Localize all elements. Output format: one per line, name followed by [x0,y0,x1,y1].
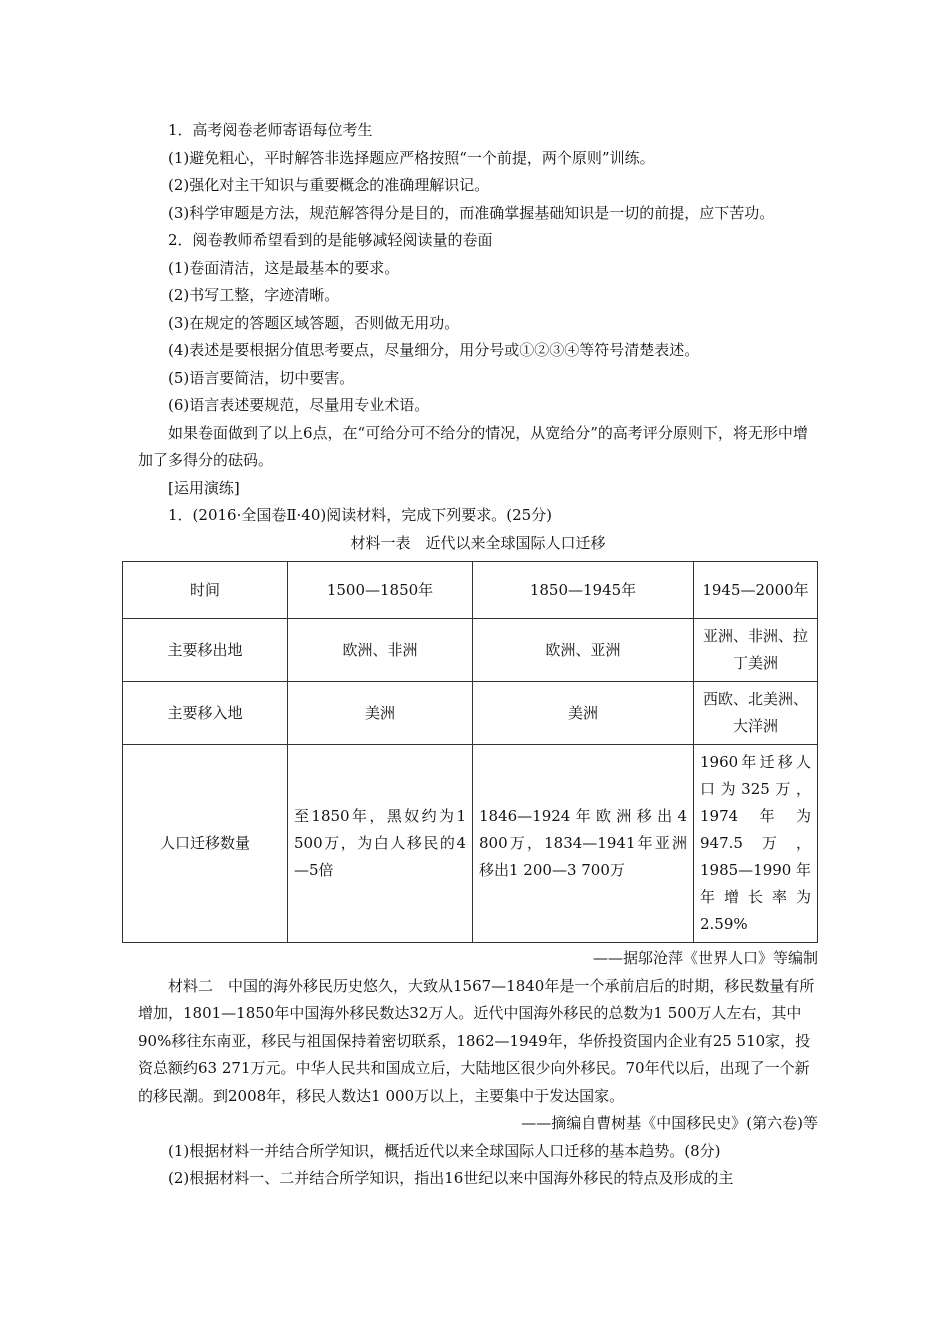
table-row [123,745,818,943]
practice-label: [运用演练] [168,478,240,497]
material-2: 材料二 中国的海外移民历史悠久，大致从1567—1840年是一个承前启后的时期，移民数量有所增加，1801—1850年中国海外移民数达32万人。近代中国海外移民的总数为1 500万人左右，其中90%移往东南亚，移民与祖国保持着密切联系，1862—1949年，华侨投资国内企业有25 510家，投资总额约63 271万元。中华人民共和国成立后，大陆地区很少向外移民。70年代以后，出现了一个新的移民潮。到2008年，移民人数达1 000万以上，主要集中于发达国家。 [138,976,815,1105]
table-cell: 欧洲、非洲 [288,619,473,682]
section2-title: 2．阅卷教师希望看到的是能够减轻阅读量的卷面 [168,231,493,249]
document-content [138,117,818,1193]
table-header-cell: 时间 [123,562,288,619]
table-cell: 主要移入地 [123,682,288,745]
section1-item-2: (2)强化对主干知识与重要概念的准确理解识记。 [168,176,490,194]
table-cell: 主要移出地 [123,619,288,682]
practice-question: 1．(2016·全国卷Ⅱ·40)阅读材料，完成下列要求。(25分) [168,506,553,524]
section2-item-6: (6)语言表述要规范，尽量用专业术语。 [168,396,430,414]
section2-item-4: (4)表述是要根据分值思考要点，尽量细分，用分号或①②③④等符号清楚表述。 [168,341,700,359]
section1-item-1: (1)避免粗心，平时解答非选择题应严格按照“一个前提，两个原则”训练。 [168,148,655,167]
table-header-cell: 1945—2000年 [694,562,818,619]
section2-item-3: (3)在规定的答题区域答题，否则做无用功。 [168,313,460,332]
table-cell: 至1850年，黑奴约为1 500万，为白人移民的4—5倍 [288,745,473,943]
table-cell: 美洲 [473,682,694,745]
section2-item-2: (2)书写工整，字迹清晰。 [168,286,340,304]
table-cell: 美洲 [288,682,473,745]
table-cell: 西欧、北美洲、大洋洲 [694,682,818,745]
table-cell: 亚洲、非洲、拉丁美洲 [694,619,818,682]
table-caption: 材料一表 近代以来全球国际人口迁移 [350,533,606,552]
table-cell: 欧洲、亚洲 [473,619,694,682]
source-1: ——据邬沧萍《世界人口》等编制 [592,949,818,967]
section1-item-3: (3)科学审题是方法，规范解答得分是目的，而准确掌握基础知识是一切的前提，应下苦功。 [168,203,775,222]
section2-item-1: (1)卷面清洁，这是最基本的要求。 [168,258,400,277]
table-cell: 1960年迁移人口为325万，1974年为947.5万，1985—1990年年增长率为2.59% [694,745,818,943]
section2-conclusion: 如果卷面做到了以上6点，在“可给分可不给分的情况，从宽给分”的高考评分原则下，将无形中增加了多得分的砝码。 [138,423,808,469]
table-cell: 人口迁移数量 [123,745,288,943]
question-2: (2)根据材料一、二并结合所学知识，指出16世纪以来中国海外移民的特点及形成的主 [168,1169,734,1187]
table-header-cell: 1850—1945年 [473,562,694,619]
section1-title: 1．高考阅卷老师寄语每位考生 [168,121,373,139]
migration-table [122,561,818,943]
table-cell: 1846—1924年欧洲移出4 800万，1834—1941年亚洲移出1 200—3 700万 [473,745,694,943]
section2-item-5: (5)语言要简洁，切中要害。 [168,368,355,387]
table-row [123,682,818,745]
table-header-row [123,562,818,619]
question-1: (1)根据材料一并结合所学知识，概括近代以来全球国际人口迁移的基本趋势。(8分) [168,1141,721,1160]
table-row [123,619,818,682]
table-header-cell: 1500—1850年 [288,562,473,619]
source-2: ——摘编自曹树基《中国移民史》(第六卷)等 [521,1114,818,1132]
